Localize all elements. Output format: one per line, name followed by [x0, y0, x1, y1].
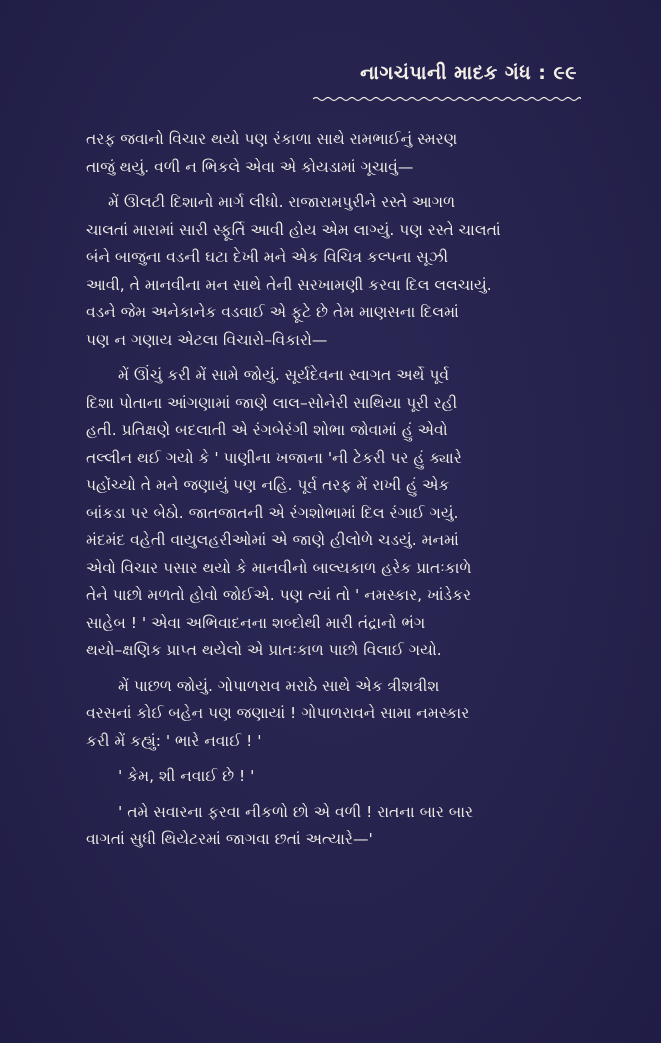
- paragraph-1: [86, 126, 586, 181]
- paragraph-4: [86, 673, 586, 756]
- text-line: મેં પાછળ જોયું. ગોપાળરાવ મરાઠે સાથે એક ત્રીશત્રીશ: [118, 676, 440, 695]
- text-line: મંદમંદ વહેતી વાયુલહરીઓમાં એ જાણે હીલોળે ચડયું. મનમાં: [86, 531, 459, 549]
- text-line: હતી. પ્રતિક્ષણે બદલાતી એ રંગબેરંગી શોભા જોવામાં હું એવો: [86, 421, 448, 439]
- running-header: નાગચંપાની માદક ગંધ : ૯૯: [360, 62, 577, 84]
- text-line: તેને પાછો મળતો હોવો જોઈએ. પણ ત્યાં તો ' નમસ્કાર, ખાંડેકર: [86, 586, 472, 604]
- text-line: સાહેબ ! ' એવા અભિવાદનના શબ્દોથી મારી તંદ્રાનો ભંગ: [86, 613, 426, 632]
- text-line: તરફ જવાનો વિચાર થયો પણ રંકાળા સાથે રામભાઈનું સ્મરણ: [86, 130, 458, 148]
- text-line: મેં ઊલટી દિશાનો માર્ગ લીધો. રાજારામપુરીને રસ્તે આગળ: [108, 193, 456, 211]
- text-line: ' તમે સવારના ફરવા નીકળો છો એ વળી ! રાતના બાર બાર: [118, 802, 474, 821]
- text-line: વડને જેમ અનેકાનેક વડવાઈ એ ફૂટે છે તેમ માણસના દિલમાં: [86, 303, 459, 321]
- paragraph-5: [86, 763, 586, 791]
- body-text: [86, 126, 586, 854]
- text-line: એવો વિચાર પસાર થયો કે માનવીનો બાલ્યકાળ હરેક પ્રાતઃકાળે: [86, 558, 472, 577]
- text-line: પણ ન ગણાય એટલા વિચારો–વિકારો—: [86, 330, 328, 349]
- text-line: પહોંચ્યો તે મને જણાયું પણ નહિ. પૂર્વ તરફ મેં રાખી હું એક: [86, 476, 450, 494]
- text-line: થયો–ક્ષણિક પ્રાપ્ત થયેલો એ પ્રાતઃકાળ પાછો વિલાઈ ગયો.: [86, 641, 442, 659]
- text-line: બાંકડા પર બેઠો. જાતજાતની એ રંગશોભામાં દિલ રંગાઈ ગયું.: [86, 503, 459, 522]
- header-wavy-rule: [313, 96, 581, 102]
- text-line: આવી, તે માનવીના મન સાથે તેની સરખામણી કરવા દિલ લલચાયું.: [86, 275, 492, 294]
- text-line: તલ્લીન થઈ ગયો કે ' પાણીના ખજાના 'ની ટેકરી પર હું ક્યારે: [86, 448, 462, 467]
- text-line: વરસનાં કોઈ બહેન પણ જણાયાં ! ગોપાળરાવને સામા નમસ્કાર: [86, 704, 470, 722]
- paragraph-2: [86, 189, 586, 354]
- text-line: તાજું થયું. વળી ન ભિકલે એવા એ કોયડામાં ગૂચાવું—: [86, 157, 414, 176]
- text-line: મેં ઊંચું કરી મેં સામે જોયું. સૂર્યદેવના સ્વાગત અર્થે પૂર્વ: [118, 366, 450, 384]
- text-line: દિશા પોતાના આંગણામાં જાણે લાલ–સોનેરી સાથિયા પૂરી રહી: [86, 393, 458, 412]
- text-line: ચાલતાં મારામાં સારી સ્ફૂર્તિ આવી હોય એમ લાગ્યું. પણ રસ્તે ચાલતાં: [86, 220, 501, 239]
- text-line: કરી મેં કહ્યું: ' ભારે નવાઈ ! ': [86, 731, 262, 750]
- text-line: ' કેમ, શી નવાઈ છે ! ': [118, 767, 255, 785]
- text-line: વાગતાં સુધી થિયેટરમાં જાગવા છતાં અત્યારે—': [86, 830, 373, 848]
- paragraph-3: [86, 362, 586, 665]
- paragraph-6: [86, 799, 586, 854]
- text-line: બંને બાજુના વડની ઘટા દેખી મને એક વિચિત્ર કલ્પના સૂઝી: [86, 248, 449, 266]
